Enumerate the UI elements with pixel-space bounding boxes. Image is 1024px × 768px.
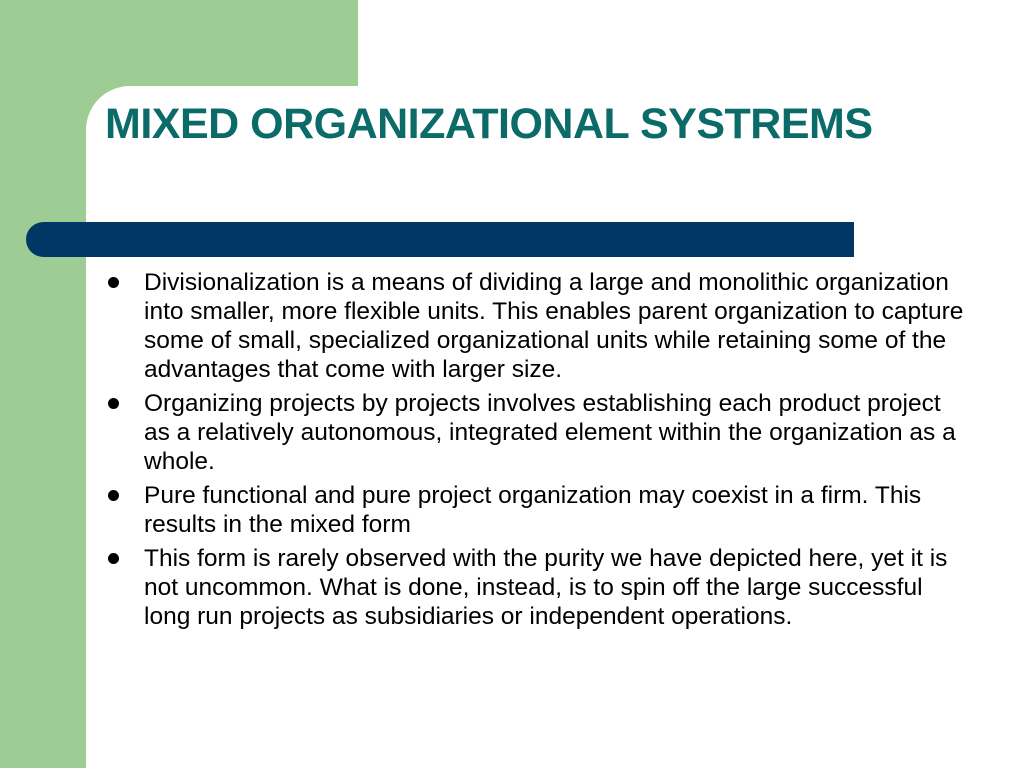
slide-title: MIXED ORGANIZATIONAL SYSTREMS	[105, 100, 873, 148]
bullet-list	[104, 268, 964, 636]
bullet-text: Divisionalization is a means of dividing a large and monolithic organization into smaller, more flexible units. This enables parent organization to capture some of small, specialized organizational units while retaining some of the advantages that come with larger size.	[144, 269, 964, 383]
title-divider-bar	[26, 222, 854, 257]
bullet-dot-icon	[108, 277, 119, 288]
bullet-item	[104, 481, 964, 539]
bullet-text: Pure functional and pure project organization may coexist in a firm. This results in the mixed form	[144, 482, 922, 538]
bullet-item	[104, 389, 964, 476]
bullet-item	[104, 544, 964, 631]
bullet-dot-icon	[108, 553, 119, 564]
bullet-dot-icon	[108, 398, 119, 409]
bullet-text: This form is rarely observed with the purity we have depicted here, yet it is not uncommon. What is done, instead, is to spin off the large successful long run projects as subsidiaries or independent operations.	[144, 545, 948, 630]
bullet-dot-icon	[108, 490, 119, 501]
bullet-item	[104, 268, 964, 384]
bullet-text: Organizing projects by projects involves establishing each product project as a relatively autonomous, integrated element within the organization as a whole.	[144, 390, 956, 475]
